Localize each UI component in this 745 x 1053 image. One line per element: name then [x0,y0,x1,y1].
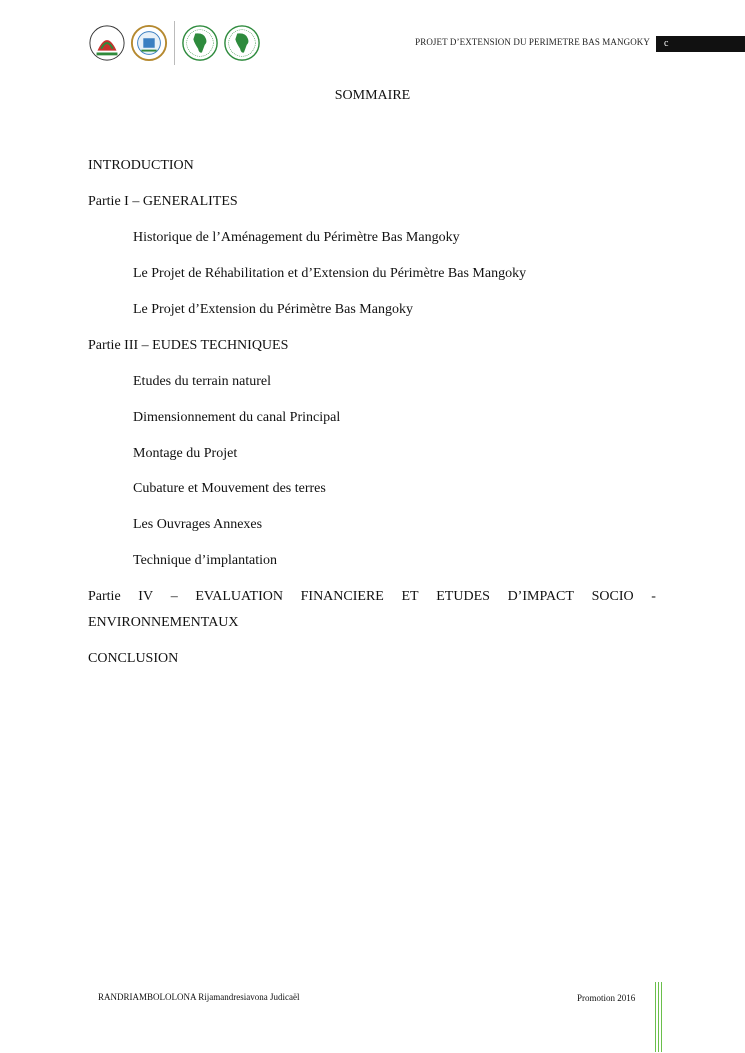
toc-entry-partie-4-continued: ENVIRONNEMENTAUX [88,615,239,630]
toc-entry-partie-3: Partie III – EUDES TECHNIQUES [88,338,289,353]
toc-entry-ouvrages: Les Ouvrages Annexes [133,517,263,532]
madagascar-university-logo [88,24,126,62]
toc-entry-rehabilitation: Le Projet de Réhabilitation et d’Extension du Périmètre Bas Mangoky [133,266,527,281]
african-development-fund-logo [181,24,219,62]
toc-word: EVALUATION [195,589,283,604]
footer-promotion: Promotion 2016 [577,993,636,1003]
toc-entry-cubature: Cubature et Mouvement des terres [133,481,326,496]
toc-word: – [170,589,178,604]
footer-author: RANDRIAMBOLOLONA Rijamandresiavona Judicaël [98,992,300,1002]
toc-word: SOCIO [591,589,634,604]
toc-entry-introduction: INTRODUCTION [88,158,194,173]
toc-entry-extension: Le Projet d’Extension du Périmètre Bas Mangoky [133,302,413,317]
footer-rule [658,982,659,1052]
toc-word: - [651,589,656,604]
header-page-marker: c [656,36,745,52]
footer-rule [661,982,662,1052]
header-logos [88,20,265,66]
toc-entry-partie-1: Partie I – GENERALITES [88,194,238,209]
toc-entry-historique: Historique de l’Aménagement du Périmètre Bas Mangoky [133,230,460,245]
page-title: SOMMAIRE [334,88,411,103]
toc-word: Partie [88,589,121,604]
logo-divider [174,21,175,65]
toc-entry-conclusion: CONCLUSION [88,651,179,666]
toc-word: ET [401,589,419,604]
header-title: PROJET D’EXTENSION DU PERIMETRE BAS MANGOKY [415,37,650,47]
african-development-bank-logo [223,24,261,62]
toc-word: D’IMPACT [507,589,574,604]
toc-word: FINANCIERE [300,589,384,604]
institute-logo [130,24,168,62]
toc-entry-canal: Dimensionnement du canal Principal [133,410,341,425]
toc-word: ETUDES [436,589,490,604]
toc-word: IV [138,589,154,604]
footer-rule [655,982,656,1052]
toc-entry-partie-4 [88,589,656,605]
toc-entry-implantation: Technique d’implantation [133,553,278,568]
toc-entry-terrain: Etudes du terrain naturel [133,374,272,389]
toc-entry-montage: Montage du Projet [133,446,238,461]
